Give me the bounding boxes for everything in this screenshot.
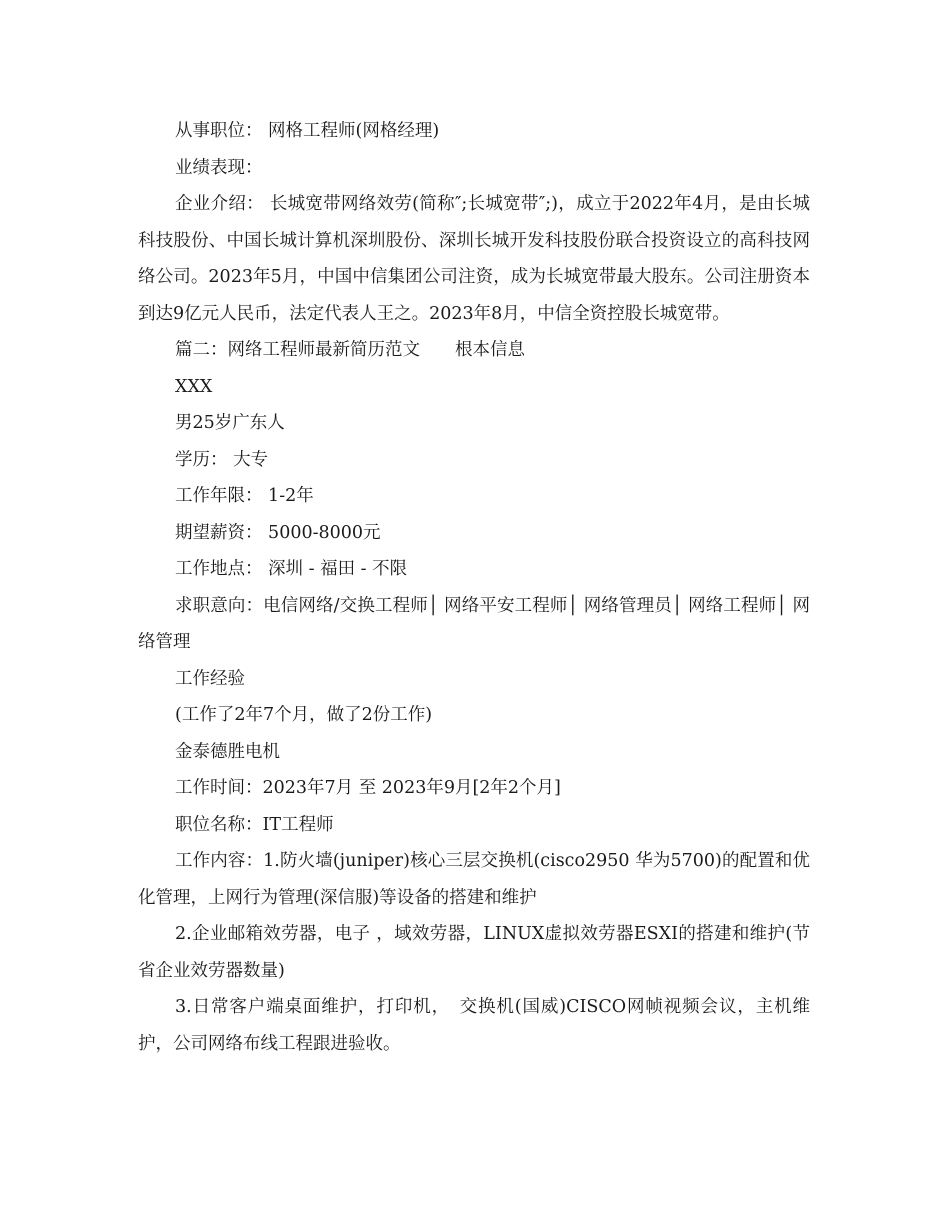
- paragraph-work-time: 工作时间：2023年7月 至 2023年9月[2年2个月]: [175, 778, 561, 798]
- paragraph-job-content: 工作内容：1.防火墙(juniper)核心三层交换机(cisco2950 华为5700)的配置和优化管理，上网行为管理(深信服)等设备的搭建和维护: [138, 851, 810, 908]
- paragraph-location: 工作地点： 深圳 - 福田 - 不限: [175, 559, 408, 579]
- paragraph-job-title: 职位名称：IT工程师: [175, 814, 334, 835]
- paragraph-performance: 业绩表现：: [175, 157, 263, 178]
- paragraph-section-heading: 篇二：网络工程师最新简历范文 根本信息: [175, 340, 525, 360]
- paragraph-experience-summary: (工作了2年7个月，做了2份工作): [175, 705, 433, 725]
- paragraph-employer: 金泰德胜电机: [175, 741, 280, 762]
- document-body: [138, 113, 810, 1062]
- paragraph-education: 学历： 大专: [175, 449, 269, 470]
- paragraph-position: 从事职位： 网格工程师(网格经理): [175, 121, 440, 141]
- paragraph-personal: 男25岁广东人: [175, 413, 285, 433]
- paragraph-company-intro: 企业介绍： 长城宽带网络效劳(简称″;长城宽带″;)，成立于2022年4月，是由长城科技股份、中国长城计算机深圳股份、深圳长城开发科技股份联合投资设立的高科技网络公司。2023年5月，中国中信集团公司注资，成为长城宽带最大股东。公司注册资本到达9亿元人民币，法定代表人王之。2023年8月，中信全资控股长城宽带。: [138, 194, 810, 324]
- paragraph-work-years: 工作年限： 1-2年: [175, 486, 314, 506]
- paragraph-experience-heading: 工作经验: [175, 668, 245, 689]
- paragraph-salary: 期望薪资： 5000-8000元: [175, 522, 381, 543]
- paragraph-duty-3: 3.日常客户端桌面维护，打印机， 交换机(国威)CISCO网帧视频会议，主机维护，公司网络布线工程跟进验收。: [138, 997, 810, 1054]
- paragraph-duty-2: 2.企业邮箱效劳器，电子 ，域效劳器，LINUX虚拟效劳器ESXI的搭建和维护(节省企业效劳器数量): [138, 924, 810, 981]
- paragraph-name: XXX: [175, 376, 213, 397]
- paragraph-job-intent: 求职意向：电信网络/交换工程师│ 网络平安工程师│ 网络管理员│ 网络工程师│ 网络管理: [138, 595, 810, 652]
